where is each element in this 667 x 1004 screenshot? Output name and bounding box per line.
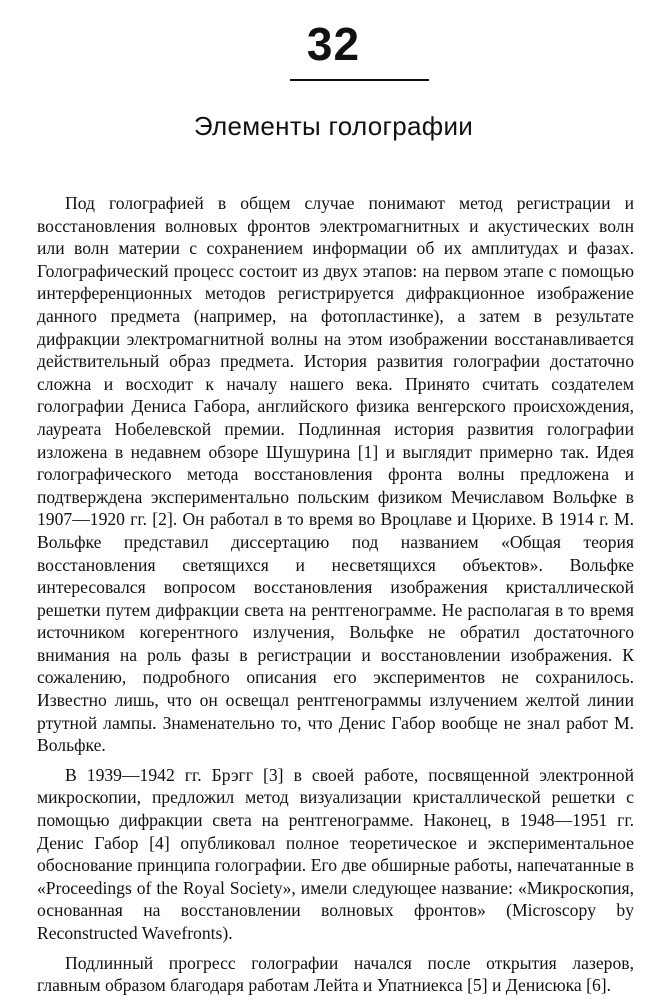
paragraph-2: В 1939—1942 гг. Брэгг [3] в своей работе, посвященной электронной микроскопии, предложил метод визуализации кристаллической решетки с помощью дифракции света на рентгенограмме. Наконец, в 1948—1951 гг. Денис Габор [4] опубликовал полное теоретическое и экспериментальное обоснование принципа голографии. Его две обширные работы, напечатанные в «Proceedings of the Royal Society», имели следующее название: «Микроскопия, основанная на восстановлении волновых фронтов» (Microscopy by Reconstructed Wavefronts). — [37, 764, 634, 943]
chapter-body — [37, 192, 634, 1004]
chapter-divider — [290, 79, 429, 81]
chapter-number: 32 — [306, 18, 361, 70]
paragraph-3: Подлинный прогресс голографии начался после открытия лазеров, главным образом благодаря работам Лейта и Упатниекса [5] и Денисюка [6]. — [37, 952, 634, 996]
paragraph-1: Под голографией в общем случае понимают метод регистрации и восстановления волновых фронтов электромагнитных и акустических волн или волн материи с сохранением информации об их амплитудах и фазах. Голографический процесс состоит из двух этапов: на первом этапе с помощью интерференционных методов регистрируется дифракционное изображение данного предмета (например, на фотопластинке), а затем в результате дифракции электромагнитной волны на этом изображении восстанавливается действительный образ предмета. История развития голографии достаточно сложна и восходит к началу нашего века. Принято считать создателем голографии Дениса Габора, английского физика венгерского происхождения, лауреата Нобелевской премии. Подлинная история развития голографии изложена в недавнем обзоре Шушурина [1] и выглядит примерно так. Идея голографического метода восстановления фронта волны предложена и подтверждена экспериментально польским физиком Мечиславом Вольфке в 1907—1920 гг. [2]. Он работал в то время во Вроцлаве и Цюрихе. В 1914 г. М. Вольфке представил диссертацию под названием «Общая теория восстановления светящихся и несветящихся объектов». Вольфке интересовался вопросом восстановления изображения кристаллической решетки путем дифракции света на рентгенограмме. Не располагая в то время источником когерентного излучения, Вольфке не обратил достаточного внимания на роль фазы в регистрации и восстановлении изображения. К сожалению, подробного описания его экспериментов не сохранилось. Известно лишь, что он освещал рентгенограммы излучением желтой линии ртутной лампы. Знаменательно то, что Денис Габор вообще не знал работ М. Вольфке. — [37, 193, 634, 756]
chapter-title: Элементы голографии — [193, 111, 474, 141]
